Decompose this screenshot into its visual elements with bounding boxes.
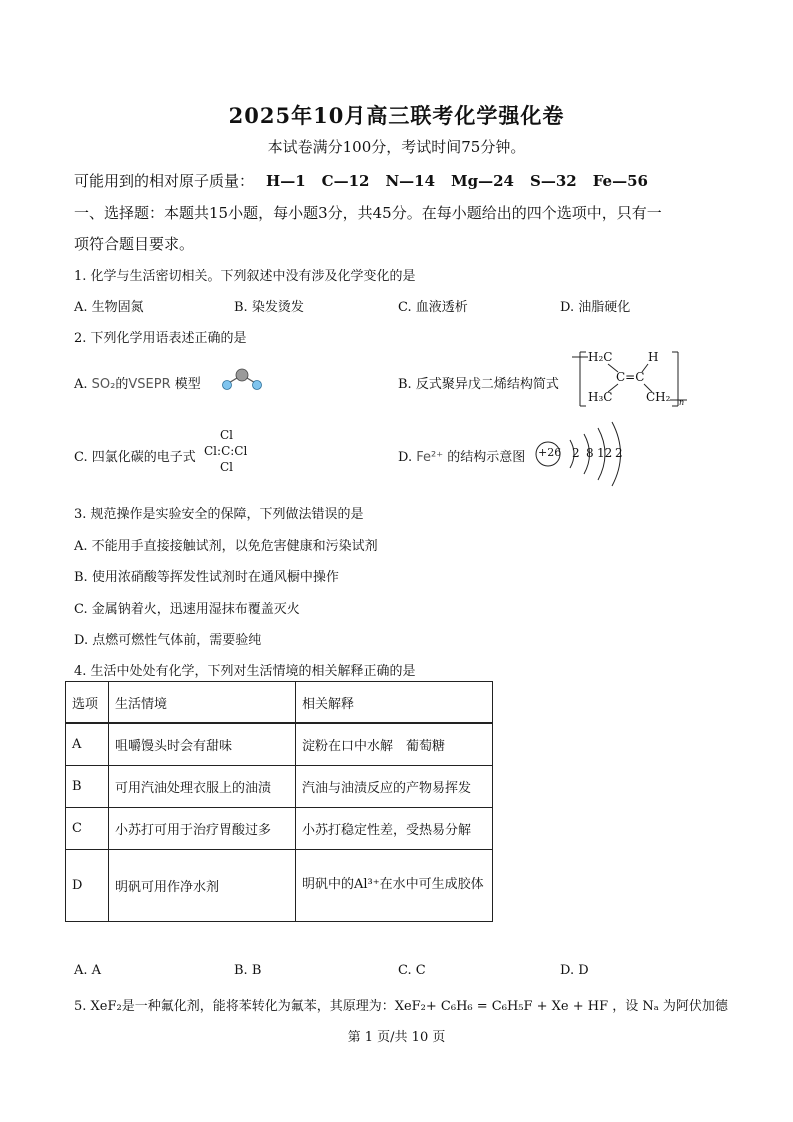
atomic-mass-label: 可能用到的相对原子质量： [74,172,255,190]
q3-option-a: A. 不能用手直接接触试剂，以免危害健康和污染试剂 [74,539,378,554]
table-cell: 可用汽油处理衣服上的油渍 [109,765,296,807]
q2-option-d [398,446,525,465]
q1-option-c: C. 血液透析 [398,300,468,315]
atomic-mass-item: Mg—24 [451,172,514,190]
polyisoprene-structure [572,348,687,408]
exam-subtitle: 本试卷满分100分，考试时间75分钟。 [267,138,526,156]
so2-formula: SO₂ [91,377,116,392]
atomic-mass-item: H—1 [266,172,306,190]
nucleus-charge: +26 [538,446,562,459]
q4-option-a: A. A [74,963,102,978]
option-letter: A. [74,377,88,392]
ccl4-electron-formula [204,428,254,474]
h3c-group: H₃C [588,390,613,404]
header-cell: 选项 [66,682,109,724]
so2-vsepr-model-icon [218,366,268,392]
question-1-stem: 1. 化学与生活密切相关。下列叙述中没有涉及化学变化的是 [74,269,416,284]
atomic-mass-item: N—14 [385,172,436,190]
shell-2: 8 [586,446,594,460]
header-cell: 生活情境 [109,682,296,724]
table-row [66,849,493,921]
q1-option-d: D. 油脂硬化 [560,300,631,315]
table-cell: 小苏打稳定性差，受热易分解 [296,807,493,849]
q2-option-b: B. 反式聚异戊二烯结构简式 [398,377,559,392]
ch2-group: CH₂ [646,390,671,404]
q4-table [65,681,493,922]
table-cell: 明矾可用作净水剂 [109,849,296,921]
option-letter: D. [398,450,413,465]
q1-option-a: A. 生物固氮 [74,300,144,315]
q3-option-b: B. 使用浓硝酸等挥发性试剂时在通风橱中操作 [74,570,339,585]
page-number: 第 1 页/共 10 页 [347,1030,446,1045]
q4-option-b: B. B [234,963,262,978]
question-5-stem: 5. XeF₂是一种氟化剂，能将苯转化为氟苯，其原理为：XeF₂+ C₆H₆ = C₆H₅F + Xe + HF ，设 Nₐ 为阿伏加德 [74,999,728,1014]
section-heading-cont: 项符合题目要求。 [74,235,195,253]
atomic-mass-item: S—32 [530,172,577,190]
h-group: H [648,350,659,364]
atomic-mass-item: Fe—56 [592,172,648,190]
cl-top: Cl [220,428,234,442]
question-3-stem: 3. 规范操作是实验安全的保障，下列做法错误的是 [74,507,364,522]
option-text: 的 [115,377,129,392]
table-cell: A [66,723,109,765]
shell-3: 12 [597,446,613,460]
table-row [66,723,493,765]
q4-option-d: D. D [560,963,589,978]
question-4-stem: 4. 生活中处处有化学，下列对生活情境的相关解释正确的是 [74,664,416,679]
table-cell: 汽油与油渍反应的产物易挥发 [296,765,493,807]
table-cell: 淀粉在口中水解 葡萄糖 [296,723,493,765]
option-text: 的结构示意图 [447,450,526,465]
question-2-stem: 2. 下列化学用语表述正确的是 [74,331,247,346]
table-header-row [66,682,493,724]
q3-option-d: D. 点燃可燃性气体前，需要验纯 [74,633,262,648]
atomic-mass-line [74,170,648,191]
fe2-ion: Fe²⁺ [416,450,444,465]
table-row [66,807,493,849]
cl-bottom: Cl [220,460,234,474]
section-heading: 一、选择题：本题共15小题，每小题3分，共45分。在每小题给出的四个选项中，只有一 [74,204,662,222]
table-cell: D [66,849,109,921]
table-cell: 小苏打可用于治疗胃酸过多 [109,807,296,849]
table-cell: 咀嚼馒头时会有甜味 [109,723,296,765]
table-cell: 明矾中的Al³⁺在水中可生成胶体 [296,849,493,921]
q2-option-a [74,373,201,392]
shell-4: 2 [615,446,623,460]
header-cell: 相关解释 [296,682,493,724]
atomic-mass-item: C—12 [321,172,370,190]
vsepr-label: VSEPR [128,377,171,392]
repeat-n: n [679,398,685,407]
option-text: 模型 [174,377,201,392]
q3-option-c: C. 金属钠着火，迅速用湿抹布覆盖灭火 [74,602,300,617]
page-title: 2025年10月高三联考化学强化卷 [228,103,565,128]
table-cell: B [66,765,109,807]
q2-option-c: C. 四氯化碳的电子式 [74,450,196,465]
q4-option-c: C. C [398,963,426,978]
cl-c-cl: Cl:C:Cl [204,444,248,458]
shell-1: 2 [572,446,580,460]
h2c-group: H₂C [588,350,613,364]
table-cell: C [66,807,109,849]
double-bond: C=C [616,370,645,384]
atomic-structure-diagram [534,418,634,490]
q1-option-b: B. 染发烫发 [234,300,304,315]
table-row [66,765,493,807]
